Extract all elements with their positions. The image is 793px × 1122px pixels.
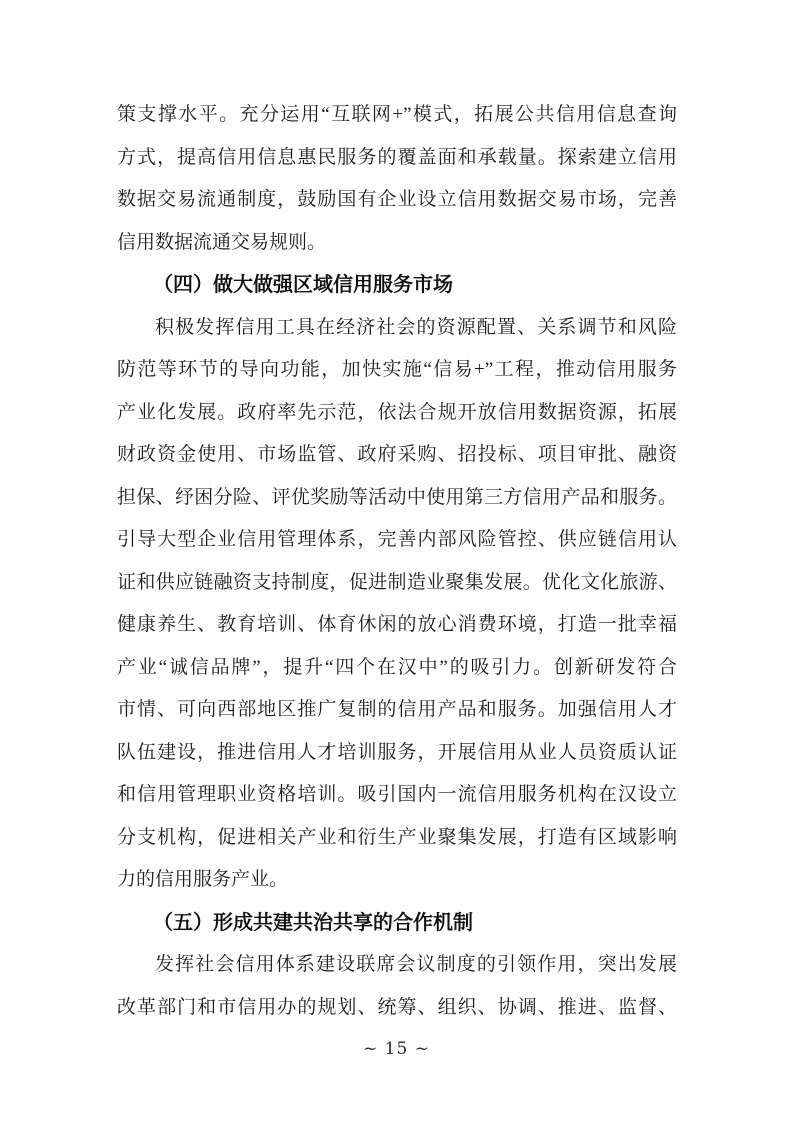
text-line: 分支机构，促进相关产业和衍生产业聚集发展，打造有区域影响 xyxy=(117,826,677,848)
text-line: 队伍建设，推进信用人才培训服务，开展信用从业人员资质认证 xyxy=(117,741,677,763)
text-line: 健康养生、教育培训、体育休闲的放心消费环境，打造一批幸福 xyxy=(117,614,677,635)
text-line: 担保、纾困分险、评优奖励等活动中使用第三方信用产品和服务。 xyxy=(117,486,677,508)
page-number: ~ 15 ~ xyxy=(363,1039,430,1059)
text-line: 发挥社会信用体系建设联席会议制度的引领作用，突出发展 xyxy=(155,954,677,975)
text-line: 产业“诚信品牌”，提升“四个在汉中”的吸引力。创新研发符合 xyxy=(117,656,677,678)
text-line: 产业化发展。政府率先示范，依法合规开放信用数据资源，拓展 xyxy=(117,401,677,423)
text-line: 证和供应链融资支持制度，促进制造业聚集发展。优化文化旅游、 xyxy=(117,571,677,593)
text-line: 积极发挥信用工具在经济社会的资源配置、关系调节和风险 xyxy=(155,316,677,338)
text-line: 信用数据流通交易规则。 xyxy=(117,231,327,253)
text-line: 方式，提高信用信息惠民服务的覆盖面和承载量。探索建立信用 xyxy=(117,146,677,168)
text-line: 力的信用服务产业。 xyxy=(117,869,289,890)
text-line: 财政资金使用、市场监管、政府采购、招投标、项目审批、融资 xyxy=(117,444,677,465)
body-text xyxy=(117,94,677,1029)
text-line: 引导大型企业信用管理体系，完善内部风险管控、供应链信用认 xyxy=(117,529,677,550)
text-line: 策支撑水平。充分运用“互联网+”模式，拓展公共信用信息查询 xyxy=(117,104,677,125)
section-heading-4: （四）做大做强区域信用服务市场 xyxy=(153,274,453,296)
text-line: 市情、可向西部地区推广复制的信用产品和服务。加强信用人才 xyxy=(117,699,677,720)
text-line: 数据交易流通制度，鼓励国有企业设立信用数据交易市场，完善 xyxy=(117,189,677,210)
text-line: 防范等环节的导向功能，加快实施“信易+”工程，推动信用服务 xyxy=(117,359,677,380)
section-heading-5: （五）形成共建共治共享的合作机制 xyxy=(153,911,473,934)
text-line: 和信用管理职业资格培训。吸引国内一流信用服务机构在汉设立 xyxy=(117,784,677,805)
text-line: 改革部门和市信用办的规划、统筹、组织、协调、推进、监督、 xyxy=(117,996,677,1018)
